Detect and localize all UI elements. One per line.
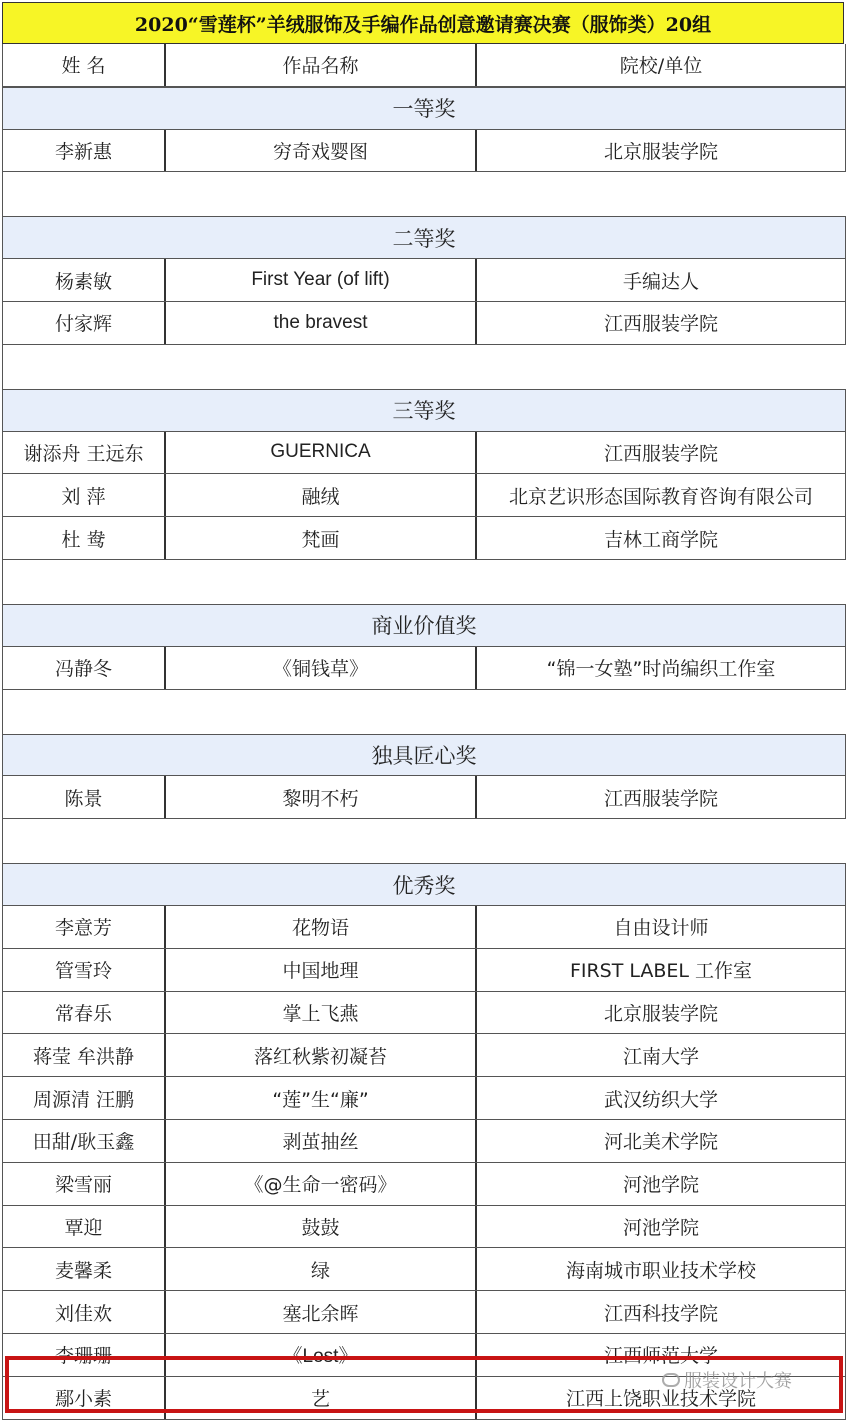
work-cell: 《@生命一密码》 <box>166 1163 477 1205</box>
name-cell: 李意芳 <box>3 906 166 948</box>
table-row <box>2 474 846 517</box>
category-row: 二等奖 <box>2 216 846 259</box>
name-cell: 杜 鸯 <box>3 517 166 559</box>
category-row: 商业价值奖 <box>2 604 846 647</box>
category-row: 独具匠心奖 <box>2 734 846 777</box>
work-cell: 绿 <box>166 1248 477 1290</box>
section-gap <box>2 560 846 604</box>
section-gap <box>2 690 846 734</box>
watermark <box>662 1367 792 1393</box>
institution-cell: FIRST LABEL 工作室 <box>569 960 753 983</box>
institution-cell: 江西服装学院 <box>603 787 718 810</box>
institution-cell: 自由设计师 <box>613 917 709 940</box>
name-cell: 刘佳欢 <box>3 1291 166 1333</box>
institution-cell: 江西上饶职业技术学院 <box>565 1388 756 1411</box>
table-row <box>2 302 846 345</box>
name-cell: 管雪玲 <box>3 949 166 991</box>
institution-cell: 院校/单位 <box>619 55 703 78</box>
section-gap <box>2 345 846 389</box>
name-cell: 常春乐 <box>3 992 166 1034</box>
institution-cell: 河池学院 <box>622 1216 699 1239</box>
watermark-text: 服装设计大赛 <box>684 1371 792 1392</box>
table-row <box>2 906 846 949</box>
table-header-row <box>2 44 846 87</box>
name-cell: 付家辉 <box>3 302 166 344</box>
work-cell: 鼓鼓 <box>166 1206 477 1248</box>
work-cell: GUERNICA <box>166 432 477 474</box>
work-cell: 《Lost》 <box>166 1334 477 1376</box>
work-cell: 《铜钱草》 <box>166 647 477 689</box>
name-cell: 杨素敏 <box>3 259 166 301</box>
table-row <box>2 1034 846 1077</box>
work-cell: 花物语 <box>166 906 477 948</box>
work-cell: 塞北余晖 <box>166 1291 477 1333</box>
table-row <box>2 1120 846 1163</box>
institution-cell: 河北美术学院 <box>603 1131 718 1154</box>
table-row <box>2 776 846 819</box>
name-cell: 刘 萍 <box>3 474 166 516</box>
institution-cell: 海南城市职业技术学校 <box>565 1259 756 1282</box>
table-row <box>2 432 846 475</box>
work-cell: “莲”生“廉” <box>166 1077 477 1119</box>
table-row <box>2 647 846 690</box>
work-cell: 剥茧抽丝 <box>166 1120 477 1162</box>
table-row <box>2 130 846 173</box>
work-cell: 穷奇戏婴图 <box>166 130 477 172</box>
name-cell: 姓 名 <box>3 44 166 86</box>
institution-cell: 江西科技学院 <box>603 1302 718 1325</box>
institution-cell: 江西服装学院 <box>603 313 718 336</box>
name-cell: 鄢小素 <box>3 1377 166 1419</box>
institution-cell: 江南大学 <box>622 1045 699 1068</box>
institution-cell: 北京艺识形态国际教育咨询有限公司 <box>508 485 813 508</box>
institution-cell: “锦一女塾”时尚编织工作室 <box>546 658 776 681</box>
institution-cell: 江西师范大学 <box>603 1345 718 1368</box>
institution-cell: 北京服装学院 <box>603 140 718 163</box>
table-row <box>2 1163 846 1206</box>
table-row <box>2 1077 846 1120</box>
sheet-title: 2020“雪莲杯”羊绒服饰及手编作品创意邀请赛决赛（服饰类）20组 <box>2 2 844 44</box>
work-cell: 融绒 <box>166 474 477 516</box>
name-cell: 覃迎 <box>3 1206 166 1248</box>
work-cell: 梵画 <box>166 517 477 559</box>
work-cell: 艺 <box>166 1377 477 1419</box>
work-cell: 掌上飞燕 <box>166 992 477 1034</box>
results-sheet <box>2 2 846 1415</box>
name-cell: 李珊珊 <box>3 1334 166 1376</box>
name-cell: 李新惠 <box>3 130 166 172</box>
name-cell: 陈景 <box>3 776 166 818</box>
name-cell: 谢添舟 王远东 <box>3 432 166 474</box>
table-row <box>2 992 846 1035</box>
table-row <box>2 517 846 560</box>
name-cell: 田甜/耿玉鑫 <box>3 1120 166 1162</box>
name-cell: 冯静冬 <box>3 647 166 689</box>
institution-cell: 手编达人 <box>622 270 699 293</box>
institution-cell: 武汉纺织大学 <box>603 1088 718 1111</box>
category-row: 三等奖 <box>2 389 846 432</box>
name-cell: 麦馨柔 <box>3 1248 166 1290</box>
work-cell: 黎明不朽 <box>166 776 477 818</box>
name-cell: 梁雪丽 <box>3 1163 166 1205</box>
section-gap <box>2 819 846 863</box>
institution-cell: 吉林工商学院 <box>603 528 718 551</box>
work-cell: 作品名称 <box>166 44 477 86</box>
work-cell: First Year (of lift) <box>166 259 477 301</box>
name-cell: 周源清 汪鹏 <box>3 1077 166 1119</box>
category-row: 优秀奖 <box>2 863 846 906</box>
category-row: 一等奖 <box>2 87 846 130</box>
work-cell: 落红秋紫初凝苔 <box>166 1034 477 1076</box>
work-cell: the bravest <box>166 302 477 344</box>
table-row <box>2 1291 846 1334</box>
name-cell: 蒋莹 牟洪静 <box>3 1034 166 1076</box>
institution-cell: 河池学院 <box>622 1174 699 1197</box>
table-row <box>2 949 846 992</box>
wechat-icon <box>662 1373 680 1387</box>
institution-cell: 江西服装学院 <box>603 442 718 465</box>
table-row <box>2 1206 846 1249</box>
table-row <box>2 1248 846 1291</box>
work-cell: 中国地理 <box>166 949 477 991</box>
section-gap <box>2 172 846 216</box>
institution-cell: 北京服装学院 <box>603 1002 718 1025</box>
table-row <box>2 259 846 302</box>
